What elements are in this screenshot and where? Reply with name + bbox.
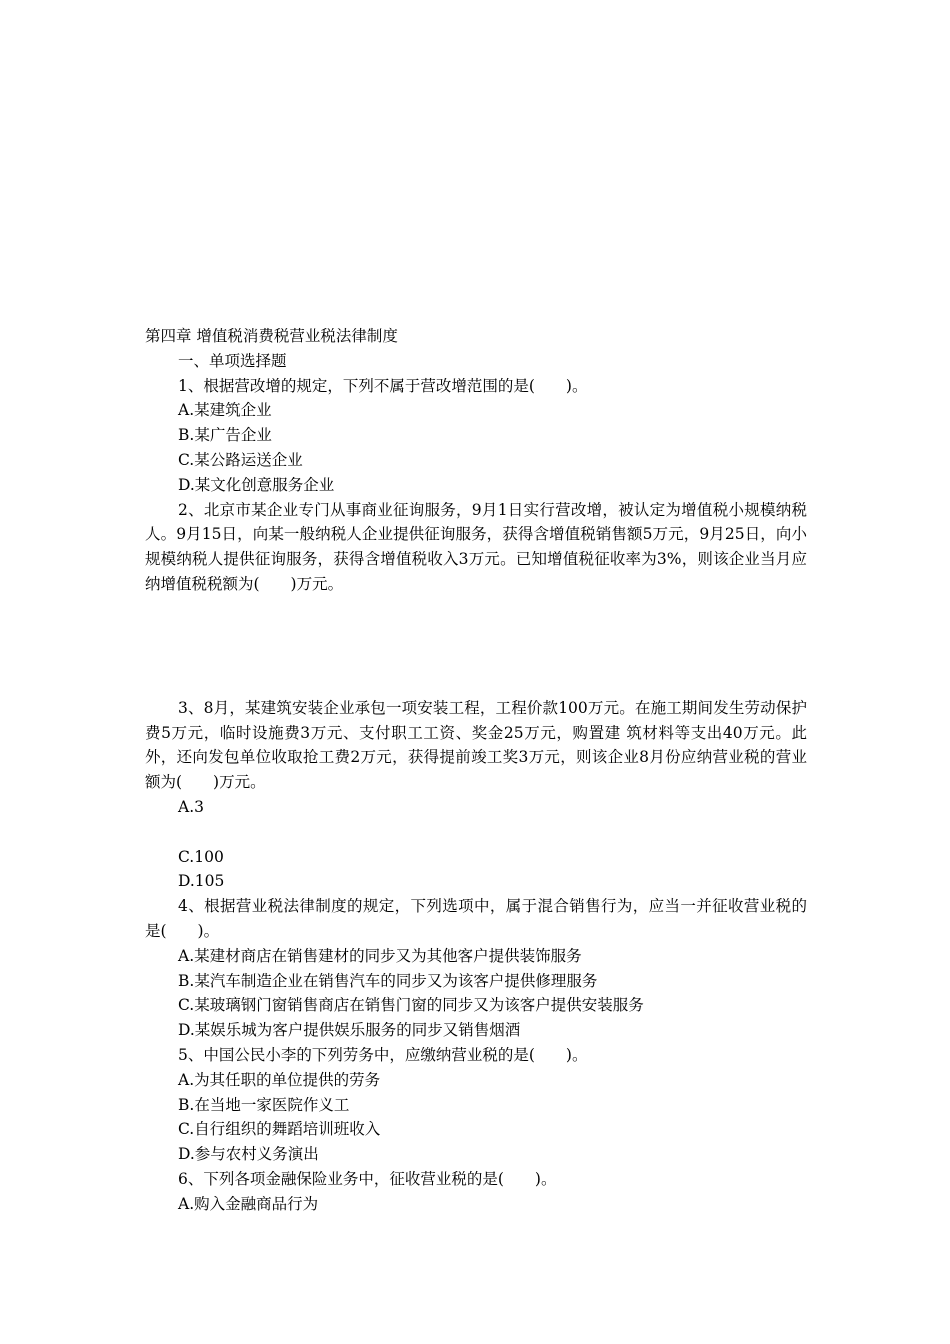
question-3-option-d: D.105 <box>178 872 225 891</box>
question-2-stem: 2、北京市某企业专门从事商业征询服务，9月1日实行营改增，被认定为增值税小规模纳税人。9月15日，向某一般纳税人企业提供征询服务，获得含增值税销售额5万元，9月25日，向小规模纳税人提供征询服务，获得含增值税收入3万元。已知增值税征收率为3%，则该企业当月应纳增值税税额为( )万元。 <box>145 500 807 593</box>
question-4-option-c: C.某玻璃钢门窗销售商店在销售门窗的同步又为该客户提供安装服务 <box>178 996 644 1015</box>
question-5-option-b: B.在当地一家医院作义工 <box>178 1095 350 1114</box>
question-4-option-b: B.某汽车制造企业在销售汽车的同步又为该客户提供修理服务 <box>178 971 598 990</box>
question-1-option-a: A.某建筑企业 <box>178 401 272 420</box>
document-body <box>145 324 807 1217</box>
question-3-option-a: A.3 <box>178 797 204 816</box>
chapter-title: 第四章 增值税消费税营业税法律制度 <box>145 327 398 345</box>
question-1-option-d: D.某文化创意服务企业 <box>178 475 335 494</box>
question-1-stem: 1、根据营改增的规定，下列不属于营改增范围的是( )。 <box>178 376 588 395</box>
question-6-option-a: A.购入金融商品行为 <box>178 1194 319 1213</box>
question-1-option-b: B.某广告企业 <box>178 426 272 445</box>
section-title: 一、单项选择题 <box>178 351 287 370</box>
question-1-option-c: C.某公路运送企业 <box>178 450 303 469</box>
question-3-option-c: C.100 <box>178 847 224 866</box>
blank-gap <box>145 597 807 696</box>
question-5-option-d: D.参与农村义务演出 <box>178 1145 319 1164</box>
question-5-option-c: C.自行组织的舞蹈培训班收入 <box>178 1120 381 1139</box>
question-4-option-a: A.某建材商店在销售建材的同步又为其他客户提供装饰服务 <box>178 946 582 965</box>
question-3-stem: 3、8月，某建筑安装企业承包一项安装工程，工程价款100万元。在施工期间发生劳动保护费5万元，临时设施费3万元、支付职工工资、奖金25万元，购置建 筑材料等支出40万元。此外，还向发包单位收取抢工费2万元，获得提前竣工奖3万元，则该企业8月份应纳营业税的营业额为( )万元。 <box>145 698 807 792</box>
blank-gap <box>145 820 807 845</box>
question-4-stem: 4、根据营业税法律制度的规定，下列选项中，属于混合销售行为，应当一并征收营业税的是( )。 <box>145 897 807 940</box>
question-5-stem: 5、中国公民小李的下列劳务中，应缴纳营业税的是( )。 <box>178 1045 588 1064</box>
question-4-option-d: D.某娱乐城为客户提供娱乐服务的同步又销售烟酒 <box>178 1021 521 1040</box>
question-5-option-a: A.为其任职的单位提供的劳务 <box>178 1070 381 1089</box>
question-6-stem: 6、下列各项金融保险业务中，征收营业税的是( )。 <box>178 1169 557 1188</box>
